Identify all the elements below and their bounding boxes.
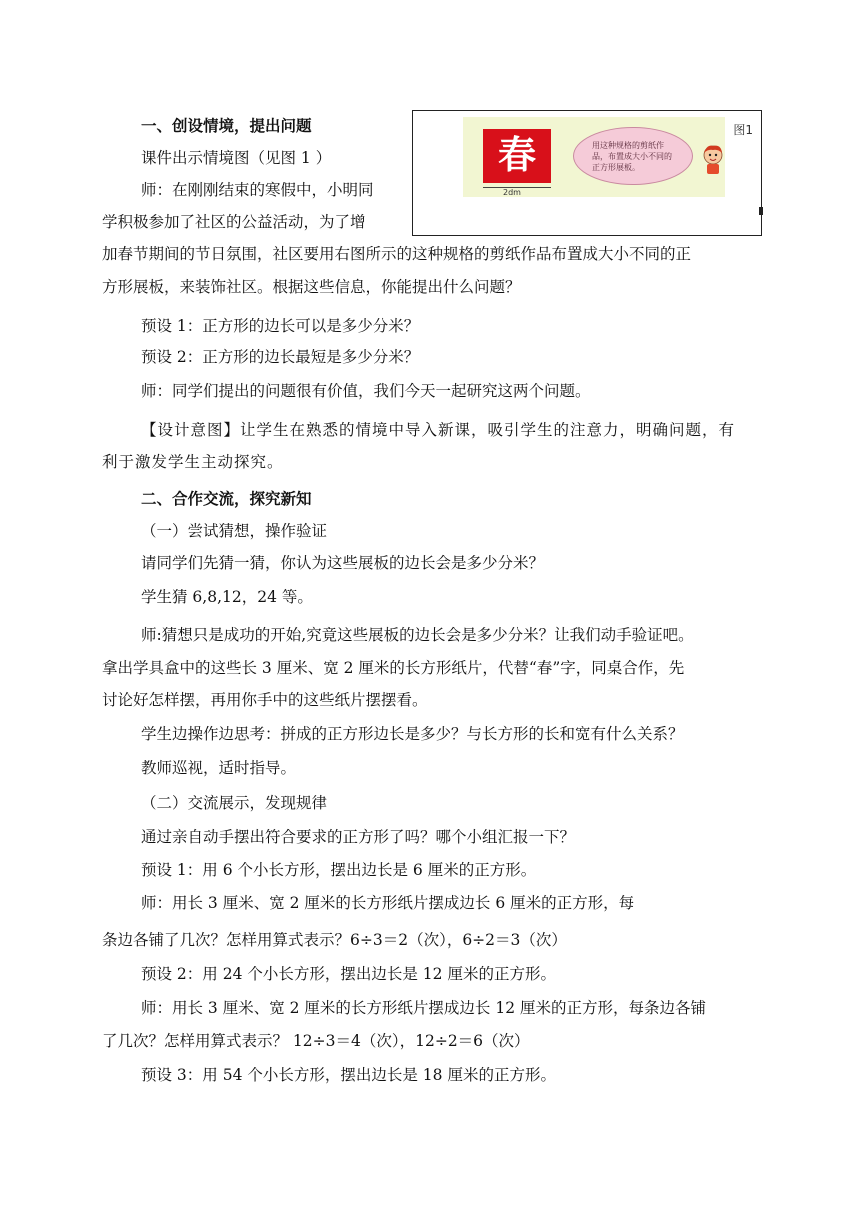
frame-edge-mark	[759, 207, 763, 215]
text-line: 师：同学们提出的问题很有价值，我们今天一起研究这两个问题。	[141, 382, 591, 400]
text-line: 师：用长 3 厘米、宽 2 厘米的长方形纸片摆成边长 12 厘米的正方形，每条边各铺	[141, 999, 707, 1017]
text-line: 预设 2：用 24 个小长方形，摆出边长是 12 厘米的正方形。	[141, 965, 556, 983]
speech-bubble	[573, 127, 693, 185]
text-line: 师：用长 3 厘米、宽 2 厘米的长方形纸片摆成边长 6 厘米的正方形，每	[141, 894, 635, 912]
text-line: 师：在刚刚结束的寒假中，小明同	[141, 181, 374, 199]
text-line: 学生猜 6,8,12，24 等。	[141, 588, 313, 606]
text-line: 学生边操作边思考：拼成的正方形边长是多少？与长方形的长和宽有什么关系？	[141, 725, 684, 743]
text-line: 预设 2：正方形的边长最短是多少分米？	[141, 348, 420, 366]
text-line: 学积极参加了社区的公益活动，为了增	[102, 213, 366, 231]
text-line: 了几次？怎样用算式表示？ 12÷3＝4（次），12÷2＝6（次）	[102, 1032, 530, 1050]
text-line: 教师巡视，适时指导。	[141, 759, 297, 777]
text-line: 预设 3：用 54 个小长方形，摆出边长是 18 厘米的正方形。	[141, 1066, 556, 1084]
text-line: 预设 1：正方形的边长可以是多少分米？	[141, 317, 420, 335]
text-line: 加春节期间的节日氛围，社区要用右图所示的这种规格的剪纸作品布置成大小不同的正	[102, 245, 692, 263]
spring-paper-cut-image	[483, 129, 551, 183]
text-line: 课件出示情境图（见图 1 ）	[141, 149, 332, 167]
text-line: 通过亲自动手摆出符合要求的正方形了吗？哪个小组汇报一下？	[141, 828, 576, 846]
subsection-heading: （一）尝试猜想，操作验证	[141, 522, 328, 540]
figure-label: 图1	[733, 123, 753, 137]
section-heading-1: 一、创设情境，提出问题	[141, 116, 312, 135]
text-line: 预设 1：用 6 个小长方形，摆出边长是 6 厘米的正方形。	[141, 861, 537, 879]
section-heading-2: 二、合作交流，探究新知	[141, 489, 312, 508]
cartoon-boy-icon	[699, 143, 727, 175]
design-intent-text: 利于激发学生主动探究。	[102, 453, 284, 471]
text-line: 条边各铺了几次？怎样用算式表示？6÷3＝2（次），6÷2＝3（次）	[102, 931, 567, 949]
subsection-heading: （二）交流展示，发现规律	[141, 794, 328, 812]
speech-bubble-text: 用这种规格的剪纸作品，布置成大小不同的正方形展板。	[592, 141, 672, 172]
text-line: 师:猜想只是成功的开始,究竟这些展板的边长会是多少分米？让我们动手验证吧。	[141, 626, 694, 644]
text-line: 拿出学具盒中的这些长 3 厘米、宽 2 厘米的长方形纸片，代替“春”字，同桌合作，先	[102, 659, 685, 677]
paper-cut-character: 春	[497, 132, 536, 177]
text-line: 方形展板，来装饰社区。根据这些信息，你能提出什么问题？	[102, 278, 521, 296]
dimension-label: 2dm	[503, 188, 521, 197]
figure-scene	[463, 117, 725, 197]
text-line: 请同学们先猜一猜，你认为这些展板的边长会是多少分米？	[141, 554, 545, 572]
design-intent-text: 【设计意图】让学生在熟悉的情境中导入新课，吸引学生的注意力，明确问题，有	[141, 421, 736, 439]
text-line: 讨论好怎样摆，再用你手中的这些纸片摆摆看。	[102, 691, 428, 709]
figure-1	[412, 110, 762, 236]
